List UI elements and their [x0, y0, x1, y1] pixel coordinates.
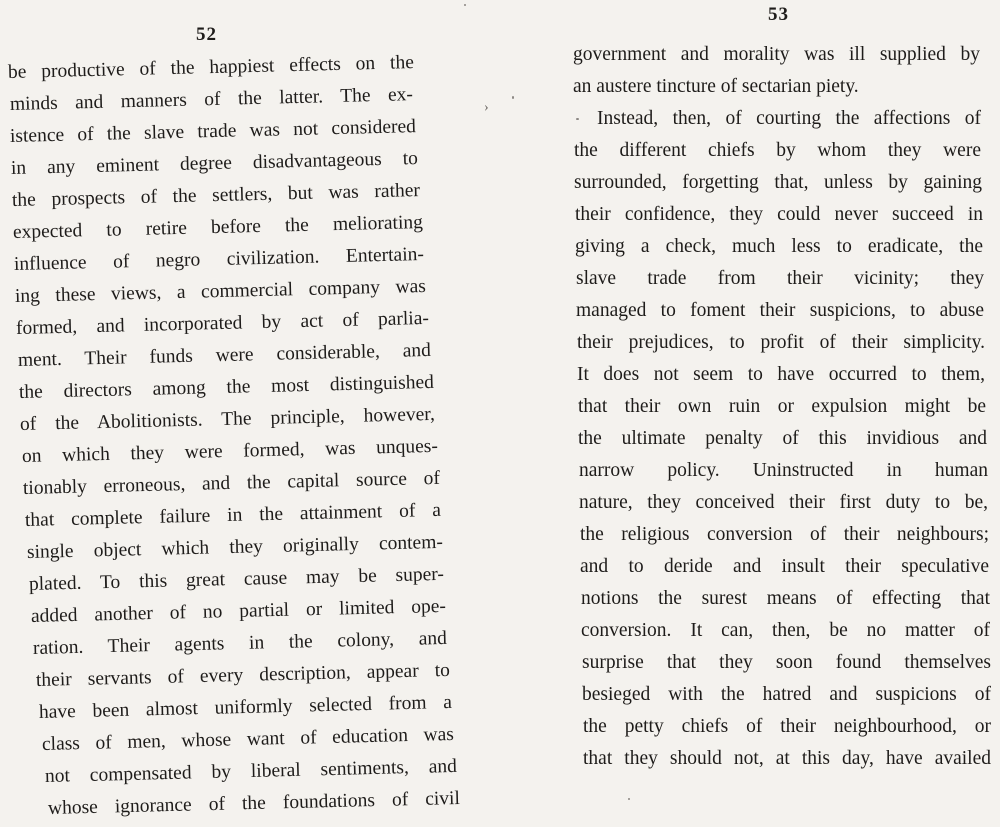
- text-line: nature, they conceived their first duty to be,: [579, 492, 988, 513]
- text-line: surprise that they soon found themselves: [582, 652, 991, 673]
- text-line: the prospects of the settlers, but was rather: [11, 180, 421, 211]
- text-line: be productive of the happiest effects on the: [7, 52, 415, 83]
- paper-speck: [628, 798, 630, 800]
- text-line: whose ignorance of the foundations of civil: [47, 787, 461, 819]
- text-line: their confidence, they could never succeed in: [575, 204, 983, 225]
- page-number-right: 53: [768, 4, 789, 25]
- text-line: their servants of every description, appear to: [35, 659, 451, 691]
- text-line: besieged with the hatred and suspicions of: [582, 684, 991, 705]
- text-line: ing these views, a commercial company was: [14, 275, 427, 307]
- text-line: the directors among the most distinguished: [18, 371, 435, 403]
- text-line: of the Abolitionists. The principle, however,: [19, 403, 436, 435]
- text-line: ration. Their agents in the colony, and: [32, 627, 448, 659]
- text-line: Instead, then, of courting the affections of: [597, 108, 981, 129]
- gutter-mark: ›: [484, 100, 489, 115]
- text-line: minds and manners of the latter. The ex-: [9, 84, 414, 115]
- text-line: notions the surest means of effecting that: [581, 588, 990, 609]
- text-line: the petty chiefs of their neighbourhood, or: [583, 716, 991, 737]
- text-line: surrounded, forgetting that, unless by gaining: [574, 172, 982, 193]
- text-line: managed to foment their suspicions, to abuse: [576, 300, 984, 321]
- text-line: that their own ruin or expulsion might be: [578, 396, 986, 417]
- left-page: [0, 0, 490, 827]
- text-line: the different chiefs by whom they were: [574, 140, 981, 161]
- text-line: class of men, whose want of education was: [41, 723, 455, 755]
- text-line: their prejudices, to profit of their simplicity.: [577, 332, 985, 353]
- text-line: added another of no partial or limited ope-: [30, 595, 447, 627]
- text-line: single object which they originally contem-: [26, 531, 444, 563]
- text-line: It does not seem to have occurred to them,: [577, 364, 985, 385]
- text-line: istence of the slave trade was not considered: [9, 116, 417, 147]
- text-line: and to deride and insult their speculative: [580, 556, 989, 577]
- page-number-left: 52: [196, 24, 217, 45]
- text-line: not compensated by liberal sentiments, and: [44, 755, 458, 787]
- text-line: that they should not, at this day, have availed: [583, 748, 991, 769]
- right-page: [500, 0, 1000, 827]
- text-line: narrow policy. Uninstructed in human: [579, 460, 988, 481]
- text-line: the religious conversion of their neighbours;: [580, 524, 989, 545]
- paper-speck: [464, 4, 466, 6]
- text-line: plated. To this great cause may be super-: [28, 563, 445, 595]
- text-line: ment. Their funds were considerable, and: [17, 339, 432, 371]
- paper-speck: [576, 118, 579, 120]
- text-line: in any eminent degree disadvantageous to: [10, 148, 419, 179]
- text-line: on which they were formed, was unques-: [21, 435, 439, 467]
- text-line: influence of negro civilization. Entertain-: [13, 243, 425, 275]
- text-line: conversion. It can, then, be no matter of: [581, 620, 990, 641]
- text-line: expected to retire before the meliorating: [12, 211, 424, 243]
- text-line: slave trade from their vicinity; they: [576, 268, 984, 289]
- text-line: that complete failure in the attainment of a: [24, 499, 442, 531]
- text-line: government and morality was ill supplied by: [573, 44, 980, 65]
- text-line: formed, and incorporated by act of parlia-: [15, 307, 430, 339]
- text-line: tionably erroneous, and the capital source of: [22, 467, 441, 499]
- text-line: an austere tincture of sectarian piety.: [573, 76, 859, 97]
- text-line: giving a check, much less to eradicate, the: [575, 236, 983, 257]
- paper-speck: [512, 96, 514, 99]
- text-line: have been almost uniformly selected from a: [38, 691, 453, 723]
- text-line: the ultimate penalty of this invidious and: [578, 428, 987, 449]
